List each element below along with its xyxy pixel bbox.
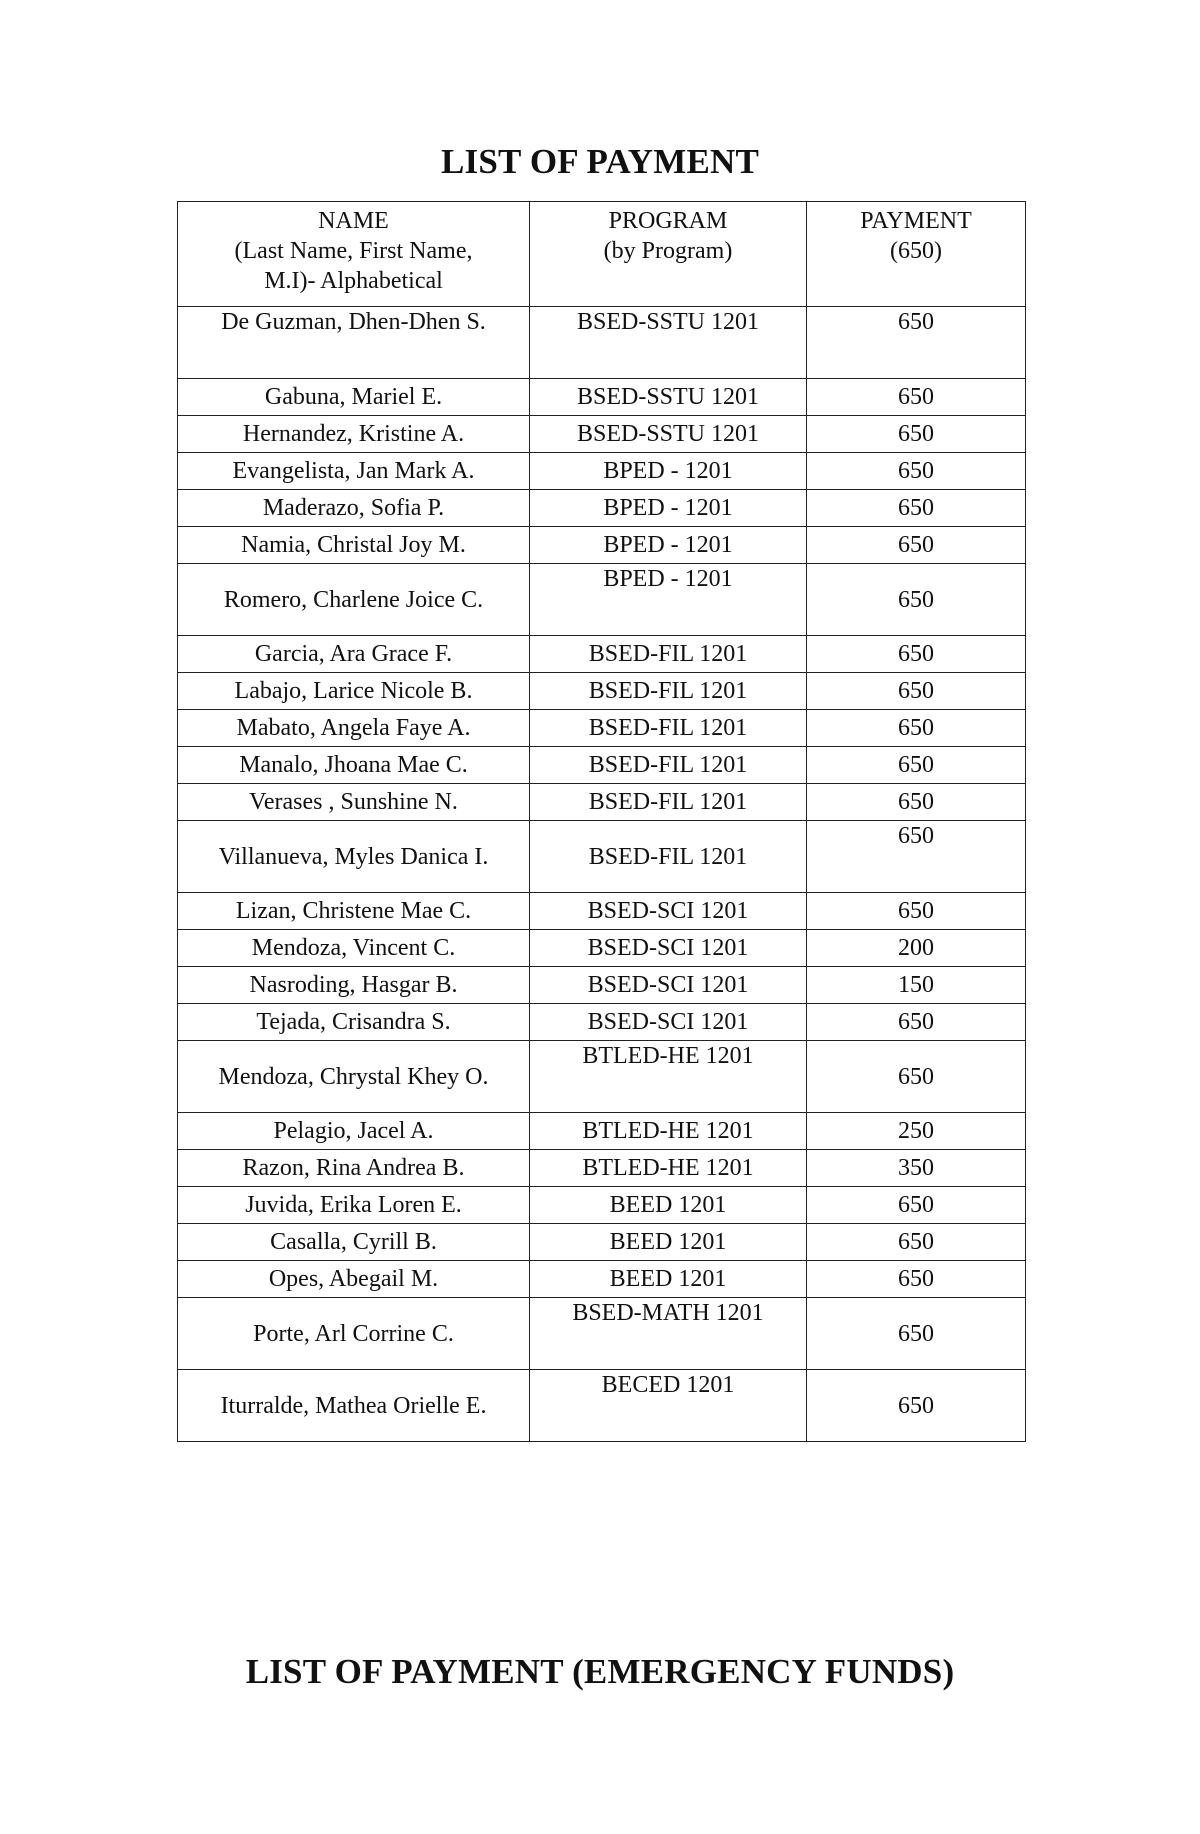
name-cell: Evangelista, Jan Mark A. (178, 453, 530, 490)
program-cell: BTLED-HE 1201 (530, 1041, 807, 1113)
table-row (178, 1261, 1026, 1298)
payment-cell: 650 (807, 1041, 1026, 1113)
table-header-row (178, 202, 1026, 307)
program-cell: BSED-SSTU 1201 (530, 379, 807, 416)
table-row (178, 673, 1026, 710)
name-cell: Tejada, Crisandra S. (178, 1004, 530, 1041)
program-cell: BSED-FIL 1201 (530, 821, 807, 893)
payment-cell: 650 (807, 1261, 1026, 1298)
table-row (178, 1187, 1026, 1224)
name-cell: Iturralde, Mathea Orielle E. (178, 1370, 530, 1442)
table-row (178, 564, 1026, 636)
name-cell: Villanueva, Myles Danica I. (178, 821, 530, 893)
program-cell: BSED-FIL 1201 (530, 673, 807, 710)
program-cell: BEED 1201 (530, 1261, 807, 1298)
payment-header-line: PAYMENT (860, 208, 972, 234)
table-row (178, 747, 1026, 784)
table-row (178, 1004, 1026, 1041)
table-row (178, 1224, 1026, 1261)
name-cell: Garcia, Ara Grace F. (178, 636, 530, 673)
name-cell: De Guzman, Dhen-Dhen S. (178, 307, 530, 379)
table-row (178, 307, 1026, 379)
table-row (178, 490, 1026, 527)
program-cell: BSED-FIL 1201 (530, 710, 807, 747)
name-cell: Juvida, Erika Loren E. (178, 1187, 530, 1224)
table-row (178, 527, 1026, 564)
program-cell: BEED 1201 (530, 1224, 807, 1261)
program-cell: BSED-SSTU 1201 (530, 416, 807, 453)
program-cell: BSED-SSTU 1201 (530, 307, 807, 379)
table-row (178, 784, 1026, 821)
payment-column-header (807, 202, 1026, 307)
payment-cell: 650 (807, 416, 1026, 453)
program-cell: BSED-SCI 1201 (530, 893, 807, 930)
payment-cell: 650 (807, 1298, 1026, 1370)
table-row (178, 930, 1026, 967)
program-cell: BSED-SCI 1201 (530, 1004, 807, 1041)
payment-cell: 650 (807, 673, 1026, 710)
name-cell: Maderazo, Sofia P. (178, 490, 530, 527)
payment-cell: 650 (807, 710, 1026, 747)
payment-cell: 350 (807, 1150, 1026, 1187)
name-cell: Opes, Abegail M. (178, 1261, 530, 1298)
name-cell: Lizan, Christene Mae C. (178, 893, 530, 930)
payment-cell: 650 (807, 747, 1026, 784)
name-cell: Mabato, Angela Faye A. (178, 710, 530, 747)
program-cell: BTLED-HE 1201 (530, 1150, 807, 1187)
payment-cell: 150 (807, 967, 1026, 1004)
payment-cell: 250 (807, 1113, 1026, 1150)
payment-cell: 650 (807, 821, 1026, 893)
table-row (178, 1041, 1026, 1113)
payment-table (177, 201, 1026, 1442)
payment-cell: 650 (807, 307, 1026, 379)
table-row (178, 710, 1026, 747)
name-cell: Romero, Charlene Joice C. (178, 564, 530, 636)
payment-header-line: (650) (890, 238, 942, 264)
table-row (178, 1370, 1026, 1442)
program-cell: BSED-MATH 1201 (530, 1298, 807, 1370)
payment-cell: 650 (807, 636, 1026, 673)
name-cell: Casalla, Cyrill B. (178, 1224, 530, 1261)
name-cell: Labajo, Larice Nicole B. (178, 673, 530, 710)
payment-cell: 650 (807, 1370, 1026, 1442)
program-cell: BECED 1201 (530, 1370, 807, 1442)
name-cell: Pelagio, Jacel A. (178, 1113, 530, 1150)
name-column-header (178, 202, 530, 307)
name-cell: Razon, Rina Andrea B. (178, 1150, 530, 1187)
program-cell: BSED-SCI 1201 (530, 967, 807, 1004)
name-cell: Hernandez, Kristine A. (178, 416, 530, 453)
payment-cell: 650 (807, 527, 1026, 564)
program-cell: BSED-FIL 1201 (530, 747, 807, 784)
program-cell: BPED - 1201 (530, 453, 807, 490)
name-header-line: M.I)- Alphabetical (264, 268, 443, 294)
table-row (178, 379, 1026, 416)
name-cell: Mendoza, Chrystal Khey O. (178, 1041, 530, 1113)
page-title: LIST OF PAYMENT (440, 142, 760, 181)
program-cell: BPED - 1201 (530, 490, 807, 527)
table-row (178, 1113, 1026, 1150)
payment-cell: 650 (807, 893, 1026, 930)
table-row (178, 453, 1026, 490)
name-cell: Verases , Sunshine N. (178, 784, 530, 821)
payment-cell: 650 (807, 564, 1026, 636)
payment-cell: 650 (807, 1187, 1026, 1224)
name-cell: Namia, Christal Joy M. (178, 527, 530, 564)
name-cell: Porte, Arl Corrine C. (178, 1298, 530, 1370)
name-header-line: NAME (318, 208, 389, 234)
payment-cell: 650 (807, 379, 1026, 416)
program-cell: BPED - 1201 (530, 564, 807, 636)
program-header-line: PROGRAM (608, 208, 728, 234)
program-header-line: (by Program) (603, 238, 733, 264)
payment-cell: 200 (807, 930, 1026, 967)
payment-cell: 650 (807, 1224, 1026, 1261)
program-cell: BEED 1201 (530, 1187, 807, 1224)
table-row (178, 1298, 1026, 1370)
payment-cell: 650 (807, 1004, 1026, 1041)
name-header-line: (Last Name, First Name, (234, 238, 473, 264)
table-row (178, 636, 1026, 673)
payment-cell: 650 (807, 490, 1026, 527)
program-column-header (530, 202, 807, 307)
program-cell: BPED - 1201 (530, 527, 807, 564)
payment-cell: 650 (807, 784, 1026, 821)
program-cell: BSED-FIL 1201 (530, 636, 807, 673)
table-row (178, 821, 1026, 893)
program-cell: BSED-SCI 1201 (530, 930, 807, 967)
name-cell: Mendoza, Vincent C. (178, 930, 530, 967)
emergency-funds-title: LIST OF PAYMENT (EMERGENCY FUNDS) (245, 1652, 955, 1691)
table-row (178, 967, 1026, 1004)
name-cell: Nasroding, Hasgar B. (178, 967, 530, 1004)
payment-cell: 650 (807, 453, 1026, 490)
program-cell: BTLED-HE 1201 (530, 1113, 807, 1150)
name-cell: Manalo, Jhoana Mae C. (178, 747, 530, 784)
program-cell: BSED-FIL 1201 (530, 784, 807, 821)
name-cell: Gabuna, Mariel E. (178, 379, 530, 416)
table-row (178, 1150, 1026, 1187)
table-row (178, 893, 1026, 930)
table-row (178, 416, 1026, 453)
